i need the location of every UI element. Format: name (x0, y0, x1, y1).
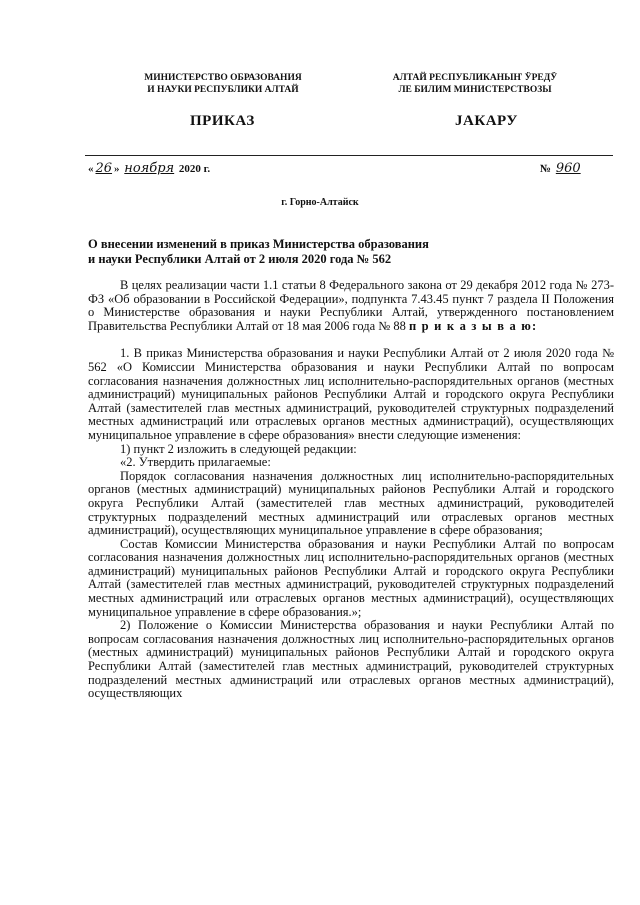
item-1-paragraph: 1. В приказ Министерства образования и науки Республики Алтай от 2 июля 2020 года № 562 «О Комиссии Министерства образования и науки Республики Алтай по вопросам согласования назначения должностных лиц исполнительно-распорядительных органов (местных администраций) муниципальных районов Республики Алтай и городского округа Республики Алтай (заместителей глав местных администраций, руководителей структурных подразделений местных администраций или отраслевых органов местных администраций), осуществляющих муниципальное управление в сфере образования» внести следующие изменения: (88, 346, 614, 442)
ministry-name-russian (118, 72, 328, 96)
subitem-1-paragraph: 1) пункт 2 изложить в следующей редакции: (120, 441, 357, 456)
order-body (88, 279, 614, 701)
preamble-text: В целях реализации части 1.1 статьи 8 Федерального закона от 29 декабря 2012 года № 273-ФЗ «Об образовании в Российской Федерации», подпункта 7.43.45 пункт 7 раздела II Положения о Министерстве образования и науки Республики Алтай, утвержденного постановлением Правительства Республики Алтай от 18 мая 2006 года № 88 (88, 278, 614, 333)
preamble-paragraph (88, 279, 614, 333)
order-number (540, 161, 583, 176)
number-label: № (540, 163, 552, 175)
ministry-name-altai-line-2: ЛЕ БИЛИМ МИНИСТЕРСТВОЗЫ (398, 85, 552, 95)
doc-type-altai: JАКАРУ (455, 113, 518, 129)
date-close-quote: » (114, 163, 120, 175)
subject-line-2: и науки Республики Алтай от 2 июля 2020 года № 562 (88, 252, 392, 266)
subject-line-1: О внесении изменений в приказ Министерства образования (88, 237, 429, 251)
date-month: ноября (124, 161, 175, 176)
date-year: 2020 г. (178, 163, 211, 175)
ministry-name-altai-line-1: АЛТАЙ РЕСПУБЛИКАНЫҤ ӰРЕДӰ (392, 73, 558, 83)
subitem-2-paragraph: 2) Положение о Комиссии Министерства образования и науки Республики Алтай по вопросам согласования назначения должностных лиц исполнительно-распорядительных органов (местных администраций) муниципальных районов Республики Алтай и городского округа Республики Алтай (заместителей глав местных администраций, руководителей структурных подразделений местных администраций или отраслевых органов местных администраций), осуществляющих (88, 618, 614, 701)
procedure-paragraph: Порядок согласования назначения должностных лиц исполнительно-распорядительных органов (местных администраций) муниципальных районов Республики Алтай и городского округа Республики Алтай (заместителей глав местных администраций, руководителей структурных подразделений местных администраций или отраслевых органов местных администраций), осуществляющих муниципальное управление в сфере образования; (88, 468, 614, 538)
doc-type-russian: ПРИКАЗ (190, 113, 255, 129)
order-subject (88, 237, 508, 267)
order-date (88, 161, 210, 176)
ministry-name-line-1: МИНИСТЕРСТВО ОБРАЗОВАНИЯ (144, 73, 302, 83)
date-open-quote: « (88, 163, 94, 175)
ministry-name-altai (370, 72, 580, 96)
header-divider (85, 155, 613, 156)
number-value: 960 (555, 161, 581, 176)
order-keyword: п р и к а з ы в а ю: (408, 318, 538, 333)
composition-paragraph: Состав Комиссии Министерства образования и науки Республики Алтай по вопросам согласования назначения должностных лиц исполнительно-распорядительных органов (местных администраций) муниципальных районов Республики Алтай и городского округа Республики Алтай (заместителей глав местных администраций, руководителей структурных подразделений местных администраций или отраслевых органов местных администраций), осуществляющих муниципальное управление в сфере образования.»; (88, 536, 614, 619)
clause-2-paragraph: «2. Утвердить прилагаемые: (120, 455, 271, 470)
date-day: 26 (95, 161, 113, 176)
ministry-name-line-2: И НАУКИ РЕСПУБЛИКИ АЛТАЙ (147, 85, 299, 95)
city-name: г. Горно-Алтайск (281, 197, 359, 208)
